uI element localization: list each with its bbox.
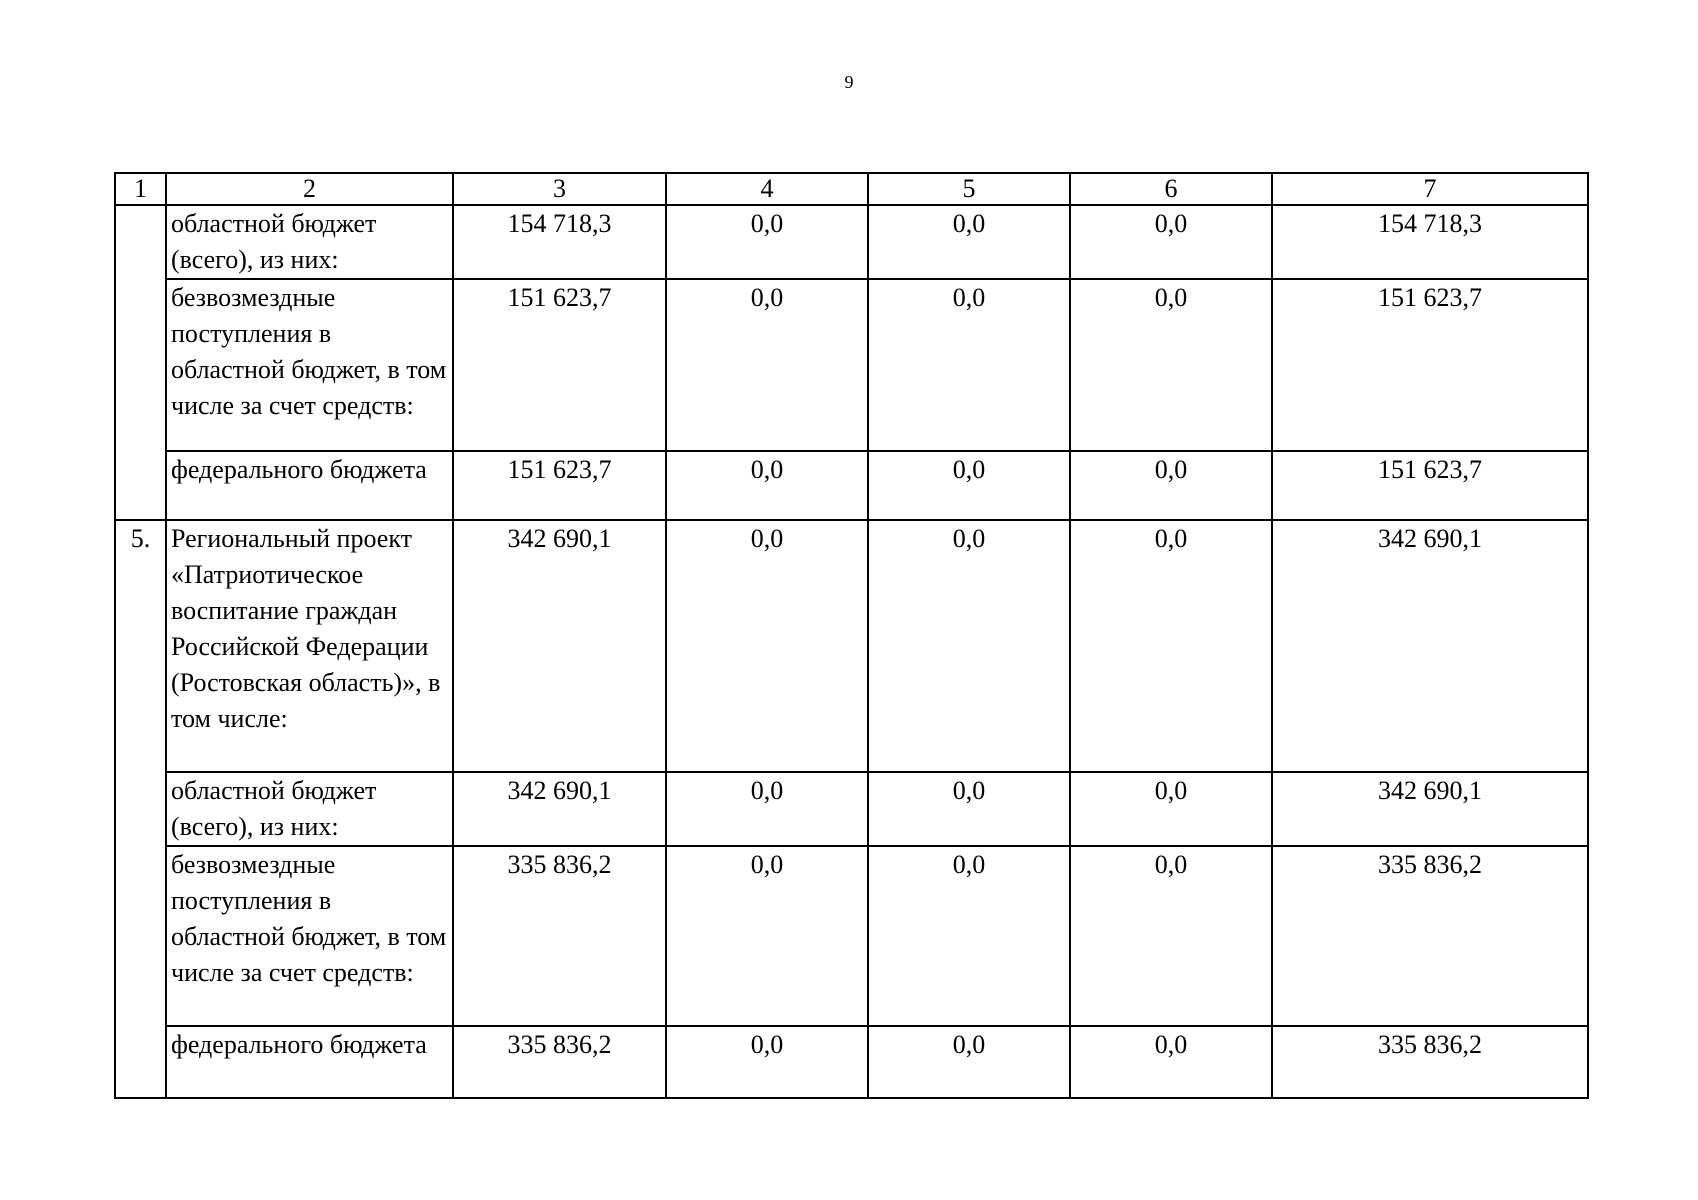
row-index [115,279,166,451]
row-value-col3: 151 623,7 [453,451,666,520]
row-value-col3: 335 836,2 [453,846,666,1026]
row-value-col3: 154 718,3 [453,205,666,279]
row-value-col5: 0,0 [868,451,1070,520]
row-value-col7: 335 836,2 [1272,1026,1588,1098]
row-index [115,451,166,520]
header-cell-2: 2 [166,173,453,205]
row-label: безвозмездные поступления в областной бюджет, в том числе за счет средств: [166,279,453,451]
row-value-col5: 0,0 [868,1026,1070,1098]
row-index [115,1026,166,1098]
row-index [115,205,166,279]
table-row [115,772,1588,846]
row-value-col4: 0,0 [666,772,868,846]
row-value-col4: 0,0 [666,1026,868,1098]
header-cell-5: 5 [868,173,1070,205]
row-value-col3: 342 690,1 [453,520,666,772]
row-value-col6: 0,0 [1070,772,1272,846]
row-value-col3: 151 623,7 [453,279,666,451]
row-value-col5: 0,0 [868,520,1070,772]
row-index [115,772,166,846]
row-value-col7: 154 718,3 [1272,205,1588,279]
table-row [115,846,1588,1026]
table-row [115,451,1588,520]
row-label: Региональный проект «Патриотическое воспитание граждан Российской Федерации (Ростовская область)», в том числе: [166,520,453,772]
row-value-col6: 0,0 [1070,205,1272,279]
row-value-col4: 0,0 [666,520,868,772]
row-value-col7: 151 623,7 [1272,451,1588,520]
row-index: 5. [115,520,166,772]
table-body [115,173,1588,1098]
row-value-col3: 342 690,1 [453,772,666,846]
row-value-col4: 0,0 [666,205,868,279]
row-value-col5: 0,0 [868,279,1070,451]
row-value-col5: 0,0 [868,772,1070,846]
row-value-col6: 0,0 [1070,279,1272,451]
row-value-col6: 0,0 [1070,1026,1272,1098]
row-value-col5: 0,0 [868,205,1070,279]
row-value-col3: 335 836,2 [453,1026,666,1098]
row-value-col7: 335 836,2 [1272,846,1588,1026]
row-value-col6: 0,0 [1070,846,1272,1026]
row-value-col7: 342 690,1 [1272,772,1588,846]
row-label: федерального бюджета [166,1026,453,1098]
row-index [115,846,166,1026]
budget-table [114,172,1589,1099]
row-value-col4: 0,0 [666,279,868,451]
row-value-col7: 151 623,7 [1272,279,1588,451]
row-value-col6: 0,0 [1070,451,1272,520]
row-value-col6: 0,0 [1070,520,1272,772]
header-cell-6: 6 [1070,173,1272,205]
table-row [115,520,1588,772]
table-header-row [115,173,1588,205]
row-value-col5: 0,0 [868,846,1070,1026]
table-row [115,1026,1588,1098]
row-label: федерального бюджета [166,451,453,520]
header-cell-4: 4 [666,173,868,205]
table-row [115,205,1588,279]
header-cell-7: 7 [1272,173,1588,205]
row-value-col4: 0,0 [666,451,868,520]
header-cell-3: 3 [453,173,666,205]
row-label: областной бюджет (всего), из них: [166,205,453,279]
page-number: 9 [844,72,854,92]
header-cell-1: 1 [115,173,166,205]
row-value-col4: 0,0 [666,846,868,1026]
row-label: безвозмездные поступления в областной бюджет, в том числе за счет средств: [166,846,453,1026]
row-label: областной бюджет (всего), из них: [166,772,453,846]
table-row [115,279,1588,451]
row-value-col7: 342 690,1 [1272,520,1588,772]
